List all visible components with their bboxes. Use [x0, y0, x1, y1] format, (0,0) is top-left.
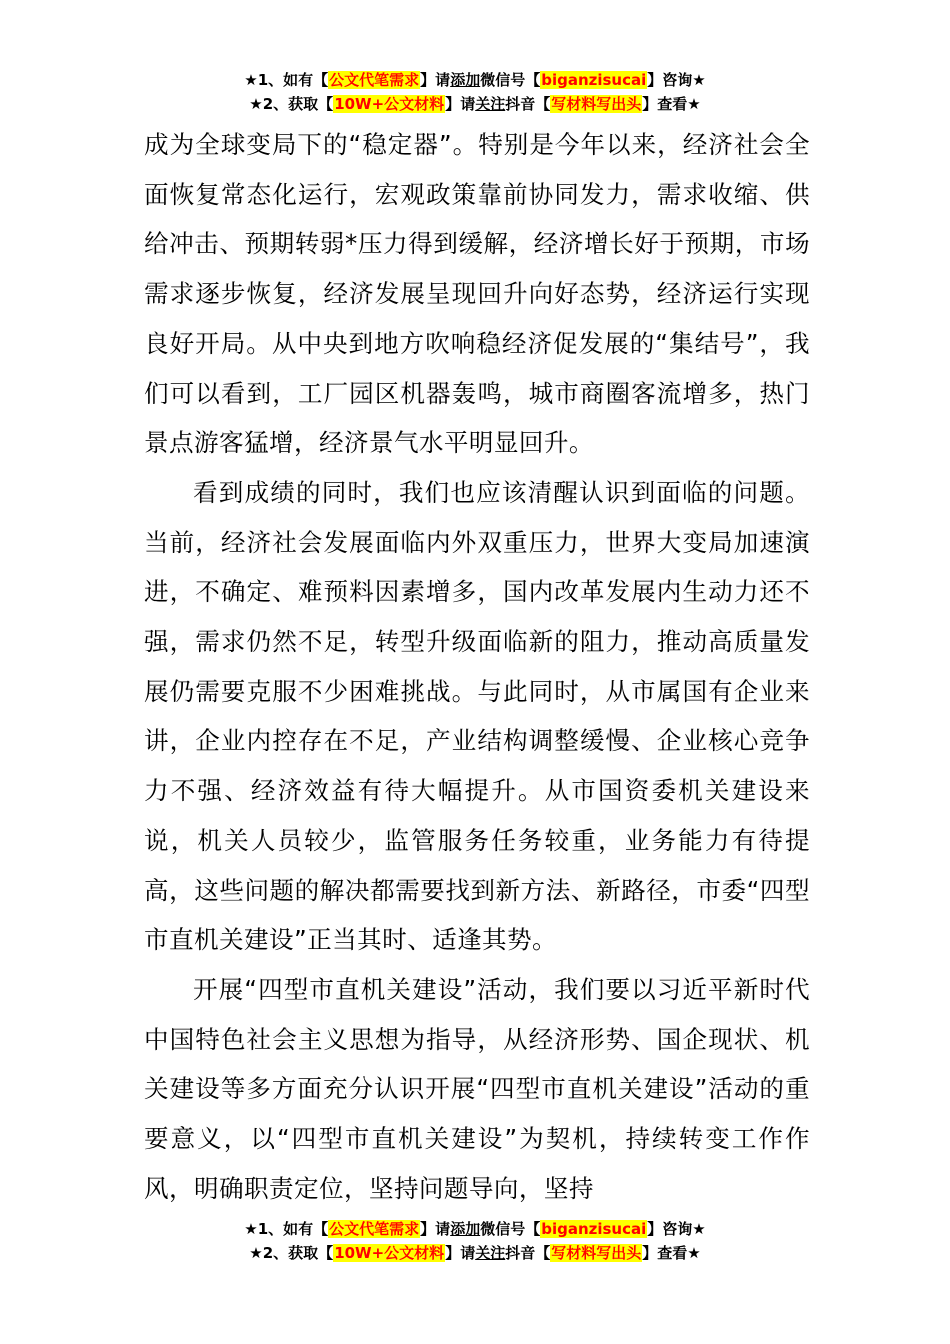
banner-underlined-text: 关注: [475, 1244, 506, 1262]
paragraph-1: 成为全球变局下的“稳定器”。特别是今年以来，经济社会全面恢复常态化运行，宏观政策靠前协同发力，需求收缩、供给冲击、预期转弱*压力得到缓解，经济增长好于预期，市场需求逐步恢复，经济发展呈现回升向好态势，经济运行实现良好开局。从中央到地方吹响稳经济促发展的“集结号”，我们可以看到，工厂园区机器轰鸣，城市商圈客流增多，热门景点游客猛增，经济景气水平明显回升。: [144, 130, 810, 458]
banner-text: 】请: [420, 71, 451, 89]
banner-highlight: biganzisucai: [541, 71, 647, 89]
banner-text: 】请: [445, 95, 476, 113]
banner-text: 】查看★: [642, 95, 701, 113]
banner-highlight: biganzisucai: [541, 1220, 647, 1238]
banner-underlined-text: 添加: [450, 1220, 481, 1238]
banner-text: ★1、如有【: [244, 1220, 329, 1238]
banner-line-2: [0, 1242, 950, 1266]
banner-text: ★1、如有【: [244, 71, 329, 89]
banner-highlight: 公文代笔需求: [329, 71, 420, 89]
banner-text: 】请: [445, 1244, 476, 1262]
banner-text: 】查看★: [642, 1244, 701, 1262]
header-banner: [0, 69, 950, 117]
banner-highlight: 写材料写出头: [551, 1244, 642, 1262]
banner-underlined-text: 关注: [475, 95, 506, 113]
banner-text: 】咨询★: [647, 1220, 706, 1238]
banner-text: 抖音【: [505, 95, 551, 113]
banner-line-1: [0, 1218, 950, 1242]
banner-text: 微信号【: [480, 1220, 541, 1238]
banner-text: 微信号【: [480, 71, 541, 89]
banner-text: ★2、获取【: [249, 1244, 334, 1262]
paragraph-2: 看到成绩的同时，我们也应该清醒认识到面临的问题。当前，经济社会发展面临内外双重压力，世界大变局加速演进，不确定、难预料因素增多，国内改革发展内生动力还不强，需求仍然不足，转型升级面临新的阻力，推动高质量发展仍需要克服不少困难挑战。与此同时，从市属国有企业来讲，企业内控存在不足，产业结构调整缓慢、企业核心竞争力不强、经济效益有待大幅提升。从市国资委机关建设来说，机关人员较少，监管服务任务较重，业务能力有待提高，这些问题的解决都需要找到新方法、新路径，市委“四型市直机关建设”正当其时、适逢其势。: [144, 477, 810, 955]
banner-highlight: 10W+公文材料: [334, 95, 445, 113]
banner-underlined-text: 添加: [450, 71, 481, 89]
banner-text: 】请: [420, 1220, 451, 1238]
banner-text: ★2、获取【: [249, 95, 334, 113]
banner-line-2: [0, 93, 950, 117]
banner-highlight: 公文代笔需求: [329, 1220, 420, 1238]
banner-highlight: 10W+公文材料: [334, 1244, 445, 1262]
paragraph-3: 开展“四型市直机关建设”活动，我们要以习近平新时代中国特色社会主义思想为指导，从经济形势、国企现状、机关建设等多方面充分认识开展“四型市直机关建设”活动的重要意义，以“四型市直机关建设”为契机，持续转变工作作风，明确职责定位，坚持问题导向，坚持: [144, 974, 810, 1203]
document-body: [144, 120, 810, 1213]
banner-line-1: [0, 69, 950, 93]
banner-text: 抖音【: [505, 1244, 551, 1262]
banner-text: 】咨询★: [647, 71, 706, 89]
banner-highlight: 写材料写出头: [551, 95, 642, 113]
footer-banner: [0, 1218, 950, 1266]
